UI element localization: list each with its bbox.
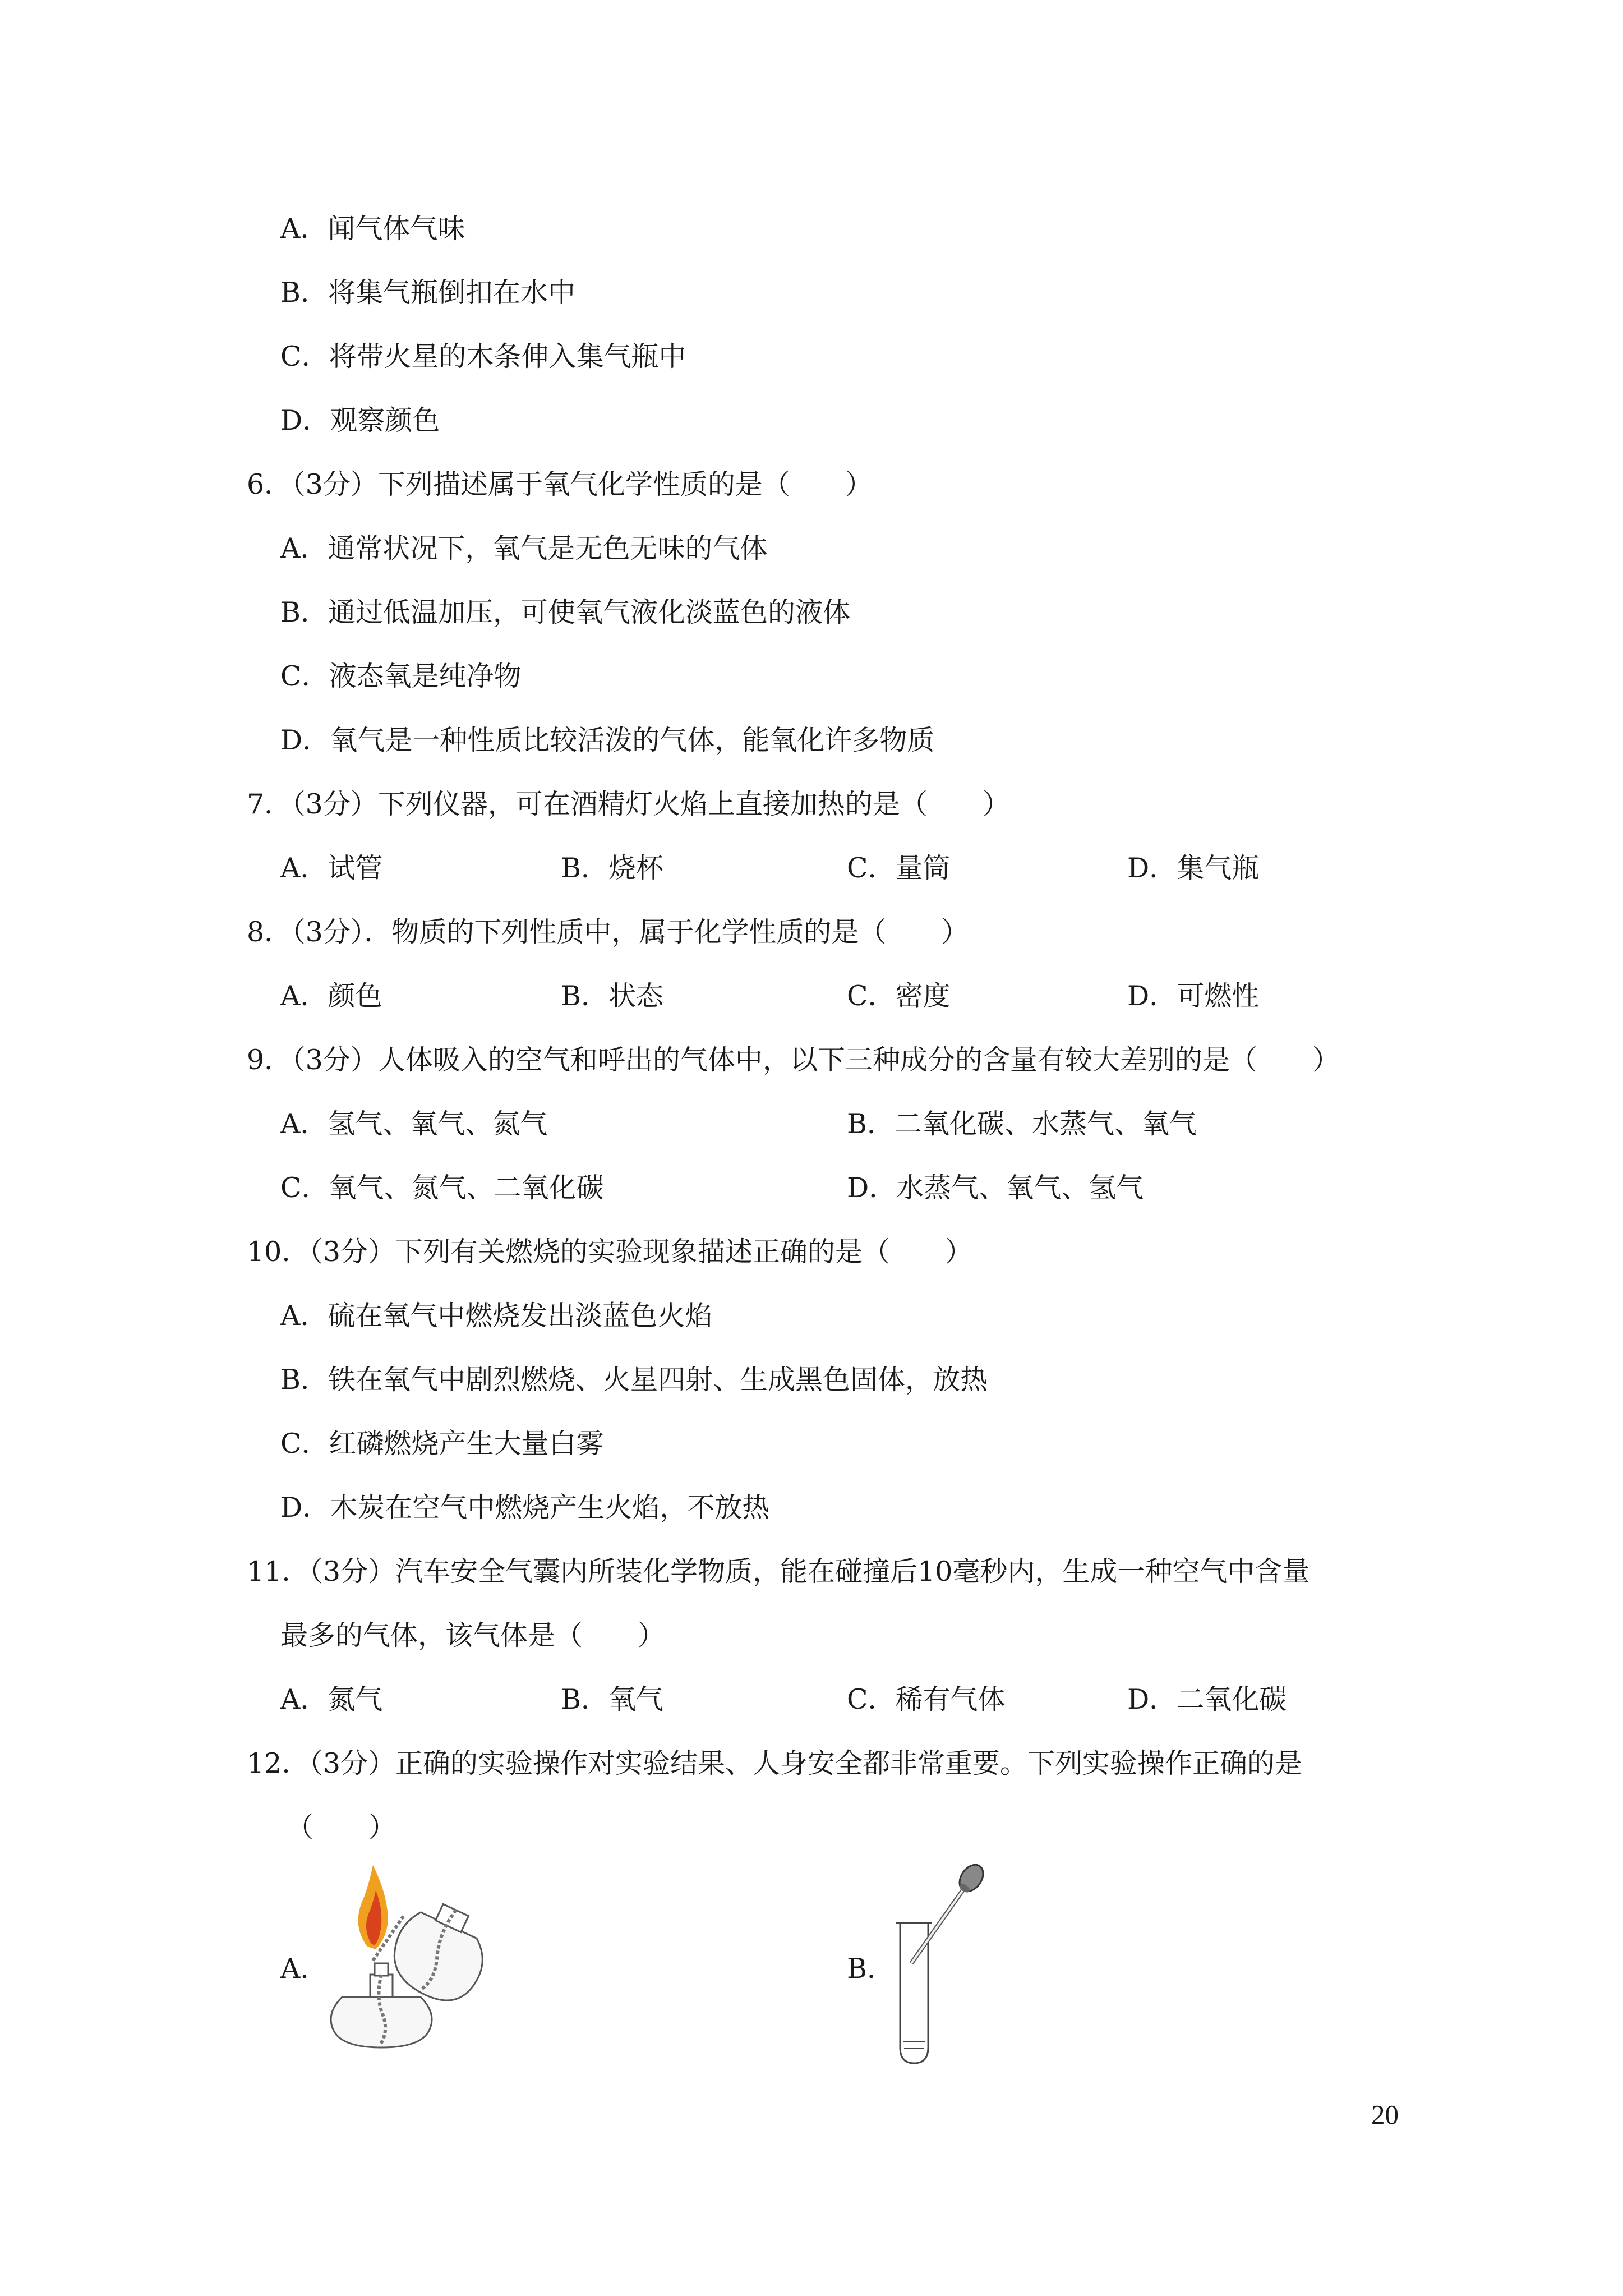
- q9-option-b: B．二氧化碳、水蒸气、氧气: [847, 1108, 1197, 1140]
- q12-stem-line1: 12．（3分）正确的实验操作对实验结果、人身安全都非常重要。下列实验操作正确的是: [247, 1747, 1303, 1779]
- q11-stem-line1: 11．（3分）汽车安全气囊内所装化学物质，能在碰撞后10毫秒内，生成一种空气中含量: [247, 1556, 1310, 1588]
- q6-option-c: C．液态氧是纯净物: [280, 660, 522, 692]
- q8-option-d: D．可燃性: [1127, 980, 1260, 1012]
- q11-option-a: A．氮气: [280, 1683, 383, 1715]
- page-number: 20: [1371, 2099, 1399, 2130]
- q12-option-a-label: A．: [280, 1953, 328, 1985]
- q7-stem: 7．（3分）下列仪器，可在酒精灯火焰上直接加热的是（ ）: [247, 788, 1010, 820]
- q9-option-a: A．氢气、氧气、氮气: [280, 1108, 548, 1140]
- q8-option-c: C．密度: [847, 980, 951, 1012]
- q5-option-a: A．闻气体气味: [280, 213, 465, 245]
- q12-stem-line2: （ ）: [286, 1811, 396, 1843]
- q5-option-b: B．将集气瓶倒扣在水中: [280, 277, 576, 309]
- q10-option-b: B．铁在氧气中剧烈燃烧、火星四射、生成黑色固体，放热: [280, 1364, 988, 1396]
- q12-option-b-label: B．: [847, 1953, 895, 1985]
- q6-stem: 6．（3分）下列描述属于氧气化学性质的是（ ）: [247, 468, 873, 500]
- q11-option-d: D．二氧化碳: [1127, 1683, 1287, 1715]
- q6-option-d: D．氧气是一种性质比较活泼的气体，能氧化许多物质: [280, 724, 935, 756]
- q7-option-a: A．试管: [280, 852, 383, 884]
- q9-stem: 9．（3分）人体吸入的空气和呼出的气体中，以下三种成分的含量有较大差别的是（ ）: [247, 1044, 1340, 1076]
- dropper-test-tube-illustration: [880, 1857, 993, 2070]
- q8-option-a: A．颜色: [280, 980, 383, 1012]
- q11-option-b: B．氧气: [561, 1683, 664, 1715]
- q10-option-d: D．木炭在空气中燃烧产生火焰，不放热: [280, 1492, 770, 1524]
- q6-option-b: B．通过低温加压，可使氧气液化淡蓝色的液体: [280, 596, 851, 628]
- q8-stem: 8．（3分）．物质的下列性质中，属于化学性质的是（ ）: [247, 916, 969, 948]
- alcohol-lamp-lighting-illustration: [320, 1862, 499, 2053]
- q7-option-c: C．量筒: [847, 852, 951, 884]
- q7-option-b: B．烧杯: [561, 852, 664, 884]
- q6-option-a: A．通常状况下，氧气是无色无味的气体: [280, 532, 768, 564]
- q9-option-c: C．氧气、氮气、二氧化碳: [280, 1172, 604, 1204]
- q5-option-c: C．将带火星的木条伸入集气瓶中: [280, 341, 686, 372]
- q10-option-a: A．硫在氧气中燃烧发出淡蓝色火焰: [280, 1300, 713, 1332]
- q9-option-d: D．水蒸气、氧气、氢气: [847, 1172, 1144, 1204]
- q10-stem: 10．（3分）下列有关燃烧的实验现象描述正确的是（ ）: [247, 1236, 973, 1268]
- q10-option-c: C．红磷燃烧产生大量白雾: [280, 1428, 604, 1460]
- q7-option-d: D．集气瓶: [1127, 852, 1260, 884]
- q8-option-b: B．状态: [561, 980, 664, 1012]
- q11-option-c: C．稀有气体: [847, 1683, 1006, 1715]
- q11-stem-line2: 最多的气体，该气体是（ ）: [280, 1619, 666, 1651]
- q5-option-d: D．观察颜色: [280, 404, 440, 436]
